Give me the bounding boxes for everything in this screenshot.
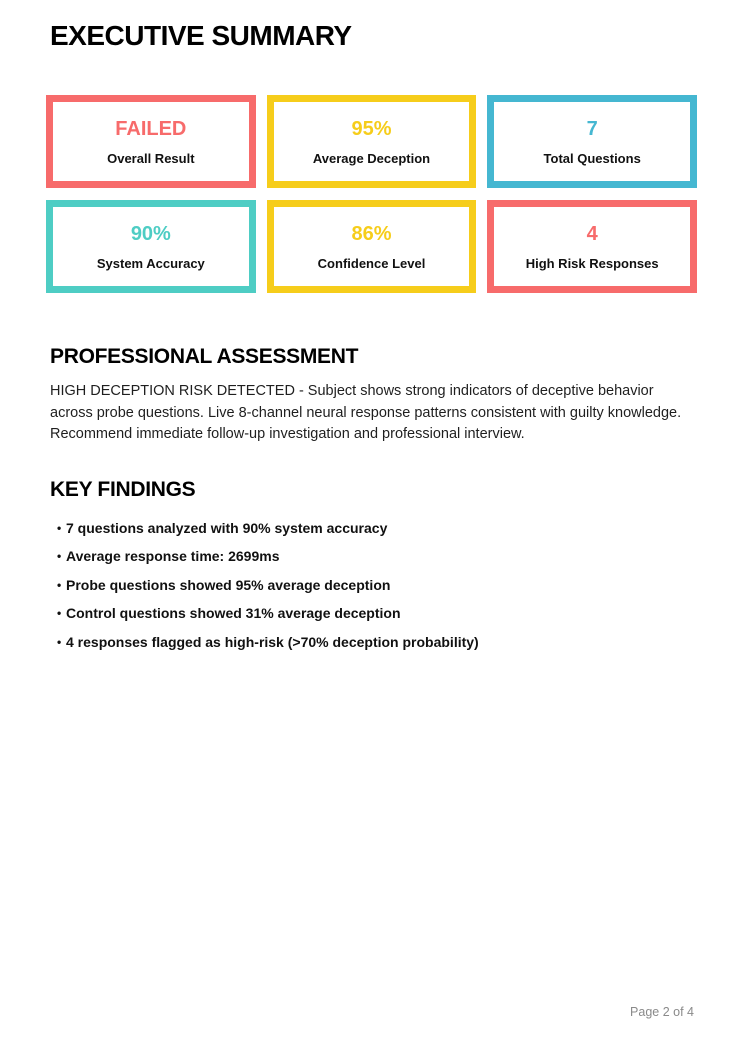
stat-card-value: 86% [351, 222, 392, 245]
stat-card-value: 90% [130, 222, 171, 245]
stat-card-label: Overall Result [107, 150, 195, 166]
stat-card-label: Total Questions [543, 150, 641, 166]
page-title: EXECUTIVE SUMMARY [50, 20, 352, 51]
stat-card-high-risk-responses [487, 200, 697, 293]
summary-cards-grid [46, 95, 697, 293]
key-finding-item: • 7 questions analyzed with 90% system accuracy [50, 520, 693, 536]
key-finding-item: • 4 responses flagged as high-risk (>70% deception probability) [50, 634, 693, 650]
key-finding-item: • Average response time: 2699ms [50, 548, 693, 564]
stat-card-value: 4 [586, 222, 598, 245]
stat-card-confidence-level [267, 200, 477, 293]
key-findings-heading: KEY FINDINGS [50, 477, 196, 501]
stat-card-total-questions [487, 95, 697, 188]
stat-card-label: Average Deception [312, 150, 431, 166]
key-finding-item: • Control questions showed 31% average deception [50, 605, 693, 621]
stat-card-label: System Accuracy [96, 255, 205, 271]
stat-card-system-accuracy [46, 200, 256, 293]
stat-card-average-deception [267, 95, 477, 188]
stat-card-value: 7 [586, 117, 598, 140]
page-number: Page 2 of 4 [630, 1005, 694, 1019]
stat-card-overall-result [46, 95, 256, 188]
key-findings-list [50, 520, 693, 650]
professional-assessment-body: HIGH DECEPTION RISK DETECTED - Subject shows strong indicators of deceptive behavior across probe questions. Live 8-channel neural response patterns consistent with guilty knowledge. Recommend immediate follow-up investigation and professional interview. [50, 383, 682, 442]
stat-card-label: High Risk Responses [525, 255, 659, 271]
stat-card-label: Confidence Level [317, 255, 426, 271]
professional-assessment-heading: PROFESSIONAL ASSESSMENT [50, 345, 359, 368]
page-footer [630, 1005, 694, 1020]
stat-card-value: FAILED [115, 117, 187, 140]
stat-card-value: 95% [351, 117, 392, 140]
key-finding-item: • Probe questions showed 95% average deception [50, 577, 693, 593]
